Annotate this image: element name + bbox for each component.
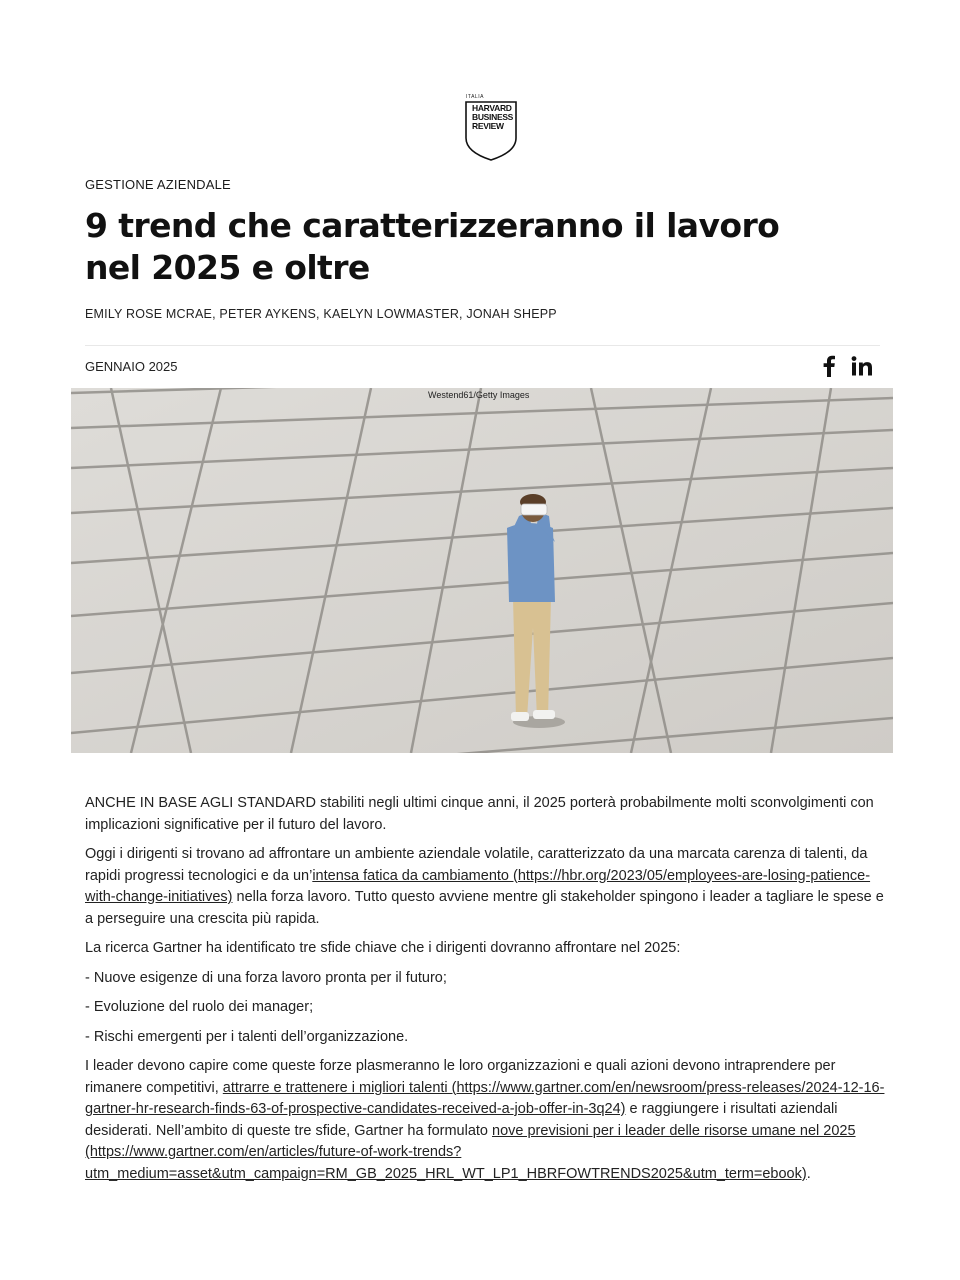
paragraph-3: La ricerca Gartner ha identificato tre sfide chiave che i dirigenti dovranno affrontare nel 2025: bbox=[85, 940, 681, 956]
article-body bbox=[85, 793, 895, 1193]
facebook-icon[interactable] bbox=[821, 355, 837, 377]
image-credit: Westend61/Getty Images bbox=[428, 390, 530, 400]
logo-line-2: BUSINESS bbox=[472, 112, 514, 122]
article-category[interactable]: GESTIONE AZIENDALE bbox=[85, 177, 231, 192]
list-item: - Rischi emergenti per i talenti dell’organizzazione. bbox=[85, 1028, 409, 1045]
article-title: 9 trend che caratterizzeranno il lavoro nel 2025 e oltre bbox=[85, 206, 780, 287]
divider bbox=[85, 345, 880, 346]
linkedin-icon[interactable] bbox=[851, 356, 873, 376]
hbr-logo[interactable] bbox=[464, 94, 518, 164]
article-date: GENNAIO 2025 bbox=[85, 359, 178, 374]
list-item: - Nuove esigenze di una forza lavoro pronta per il futuro; bbox=[85, 969, 447, 986]
logo-edition-label: ITALIA bbox=[466, 94, 484, 100]
predictions-link[interactable]: nove previsioni per i leader delle risorse umane nel 2025 (https://www.gartner.com/en/articles/future-of-work-trends?utm_medium=asset&utm_campaign=RM_GB_2025_HRL_WT_LP1_HBRFOWTRENDS2025&utm_term=ebook) bbox=[85, 1122, 856, 1182]
paragraph-2: Oggi i dirigenti si trovano ad affrontare un ambiente aziendale volatile, caratterizzato da una marcata carenza di talenti, da rapidi progressi tecnologici e da un’intensa fatica da cambiamento (https://hbr.org/2023/05/employees-are-losing-patience-with-change-initiatives) nella forza lavoro. Tutto questo avviene mentre gli stakeholder spingono i leader a tagliare le spese e a perseguire una crescita più rapida. bbox=[85, 846, 884, 927]
attract-talent-link[interactable]: attrarre e trattenere i migliori talenti (https://www.gartner.com/en/newsroom/press-releases/2024-12-16-gartner-hr-research-finds-63-of-prospective-candidates-received-a-job-offer-in-3q24) bbox=[85, 1079, 885, 1117]
logo-line-3: REVIEW bbox=[472, 121, 504, 131]
logo-line-1: HARVARD bbox=[472, 103, 512, 113]
lead-in-caps: ANCHE IN BASE AGLI STANDARD bbox=[85, 795, 316, 811]
paragraph-1: ANCHE IN BASE AGLI STANDARD stabiliti negli ultimi cinque anni, il 2025 porterà probabilmente molti sconvolgimenti con implicazioni significative per il futuro del lavoro. bbox=[85, 795, 874, 833]
article-authors: EMILY ROSE MCRAE, PETER AYKENS, KAELYN LOWMASTER, JONAH SHEPP bbox=[85, 307, 557, 321]
paragraph-4: I leader devono capire come queste forze plasmeranno le loro organizzazioni e quali azioni devono intraprendere per rimanere competitivi, attrarre e trattenere i migliori talenti (https://www.gartner.com/en/newsroom/press-releases/2024-12-16-gartner-hr-research-finds-63-of-prospective-candidates-received-a-job-offer-in-3q24) e raggiungere i risultati aziendali desiderati. Nell’ambito di queste tre sfide, Gartner ha formulato nove previsioni per i leader delle risorse umane nel 2025 (https://www.gartner.com/en/articles/future-of-work-trends?utm_medium=asset&utm_campaign=RM_GB_2025_HRL_WT_LP1_HBRFOWTRENDS2025&utm_term=ebook). bbox=[85, 1058, 885, 1182]
list-item: - Evoluzione del ruolo dei manager; bbox=[85, 999, 314, 1015]
change-fatigue-link[interactable]: intensa fatica da cambiamento (https://hbr.org/2023/05/employees-are-losing-patience-with-change-initiatives) bbox=[85, 867, 871, 905]
hero-image bbox=[71, 388, 893, 753]
